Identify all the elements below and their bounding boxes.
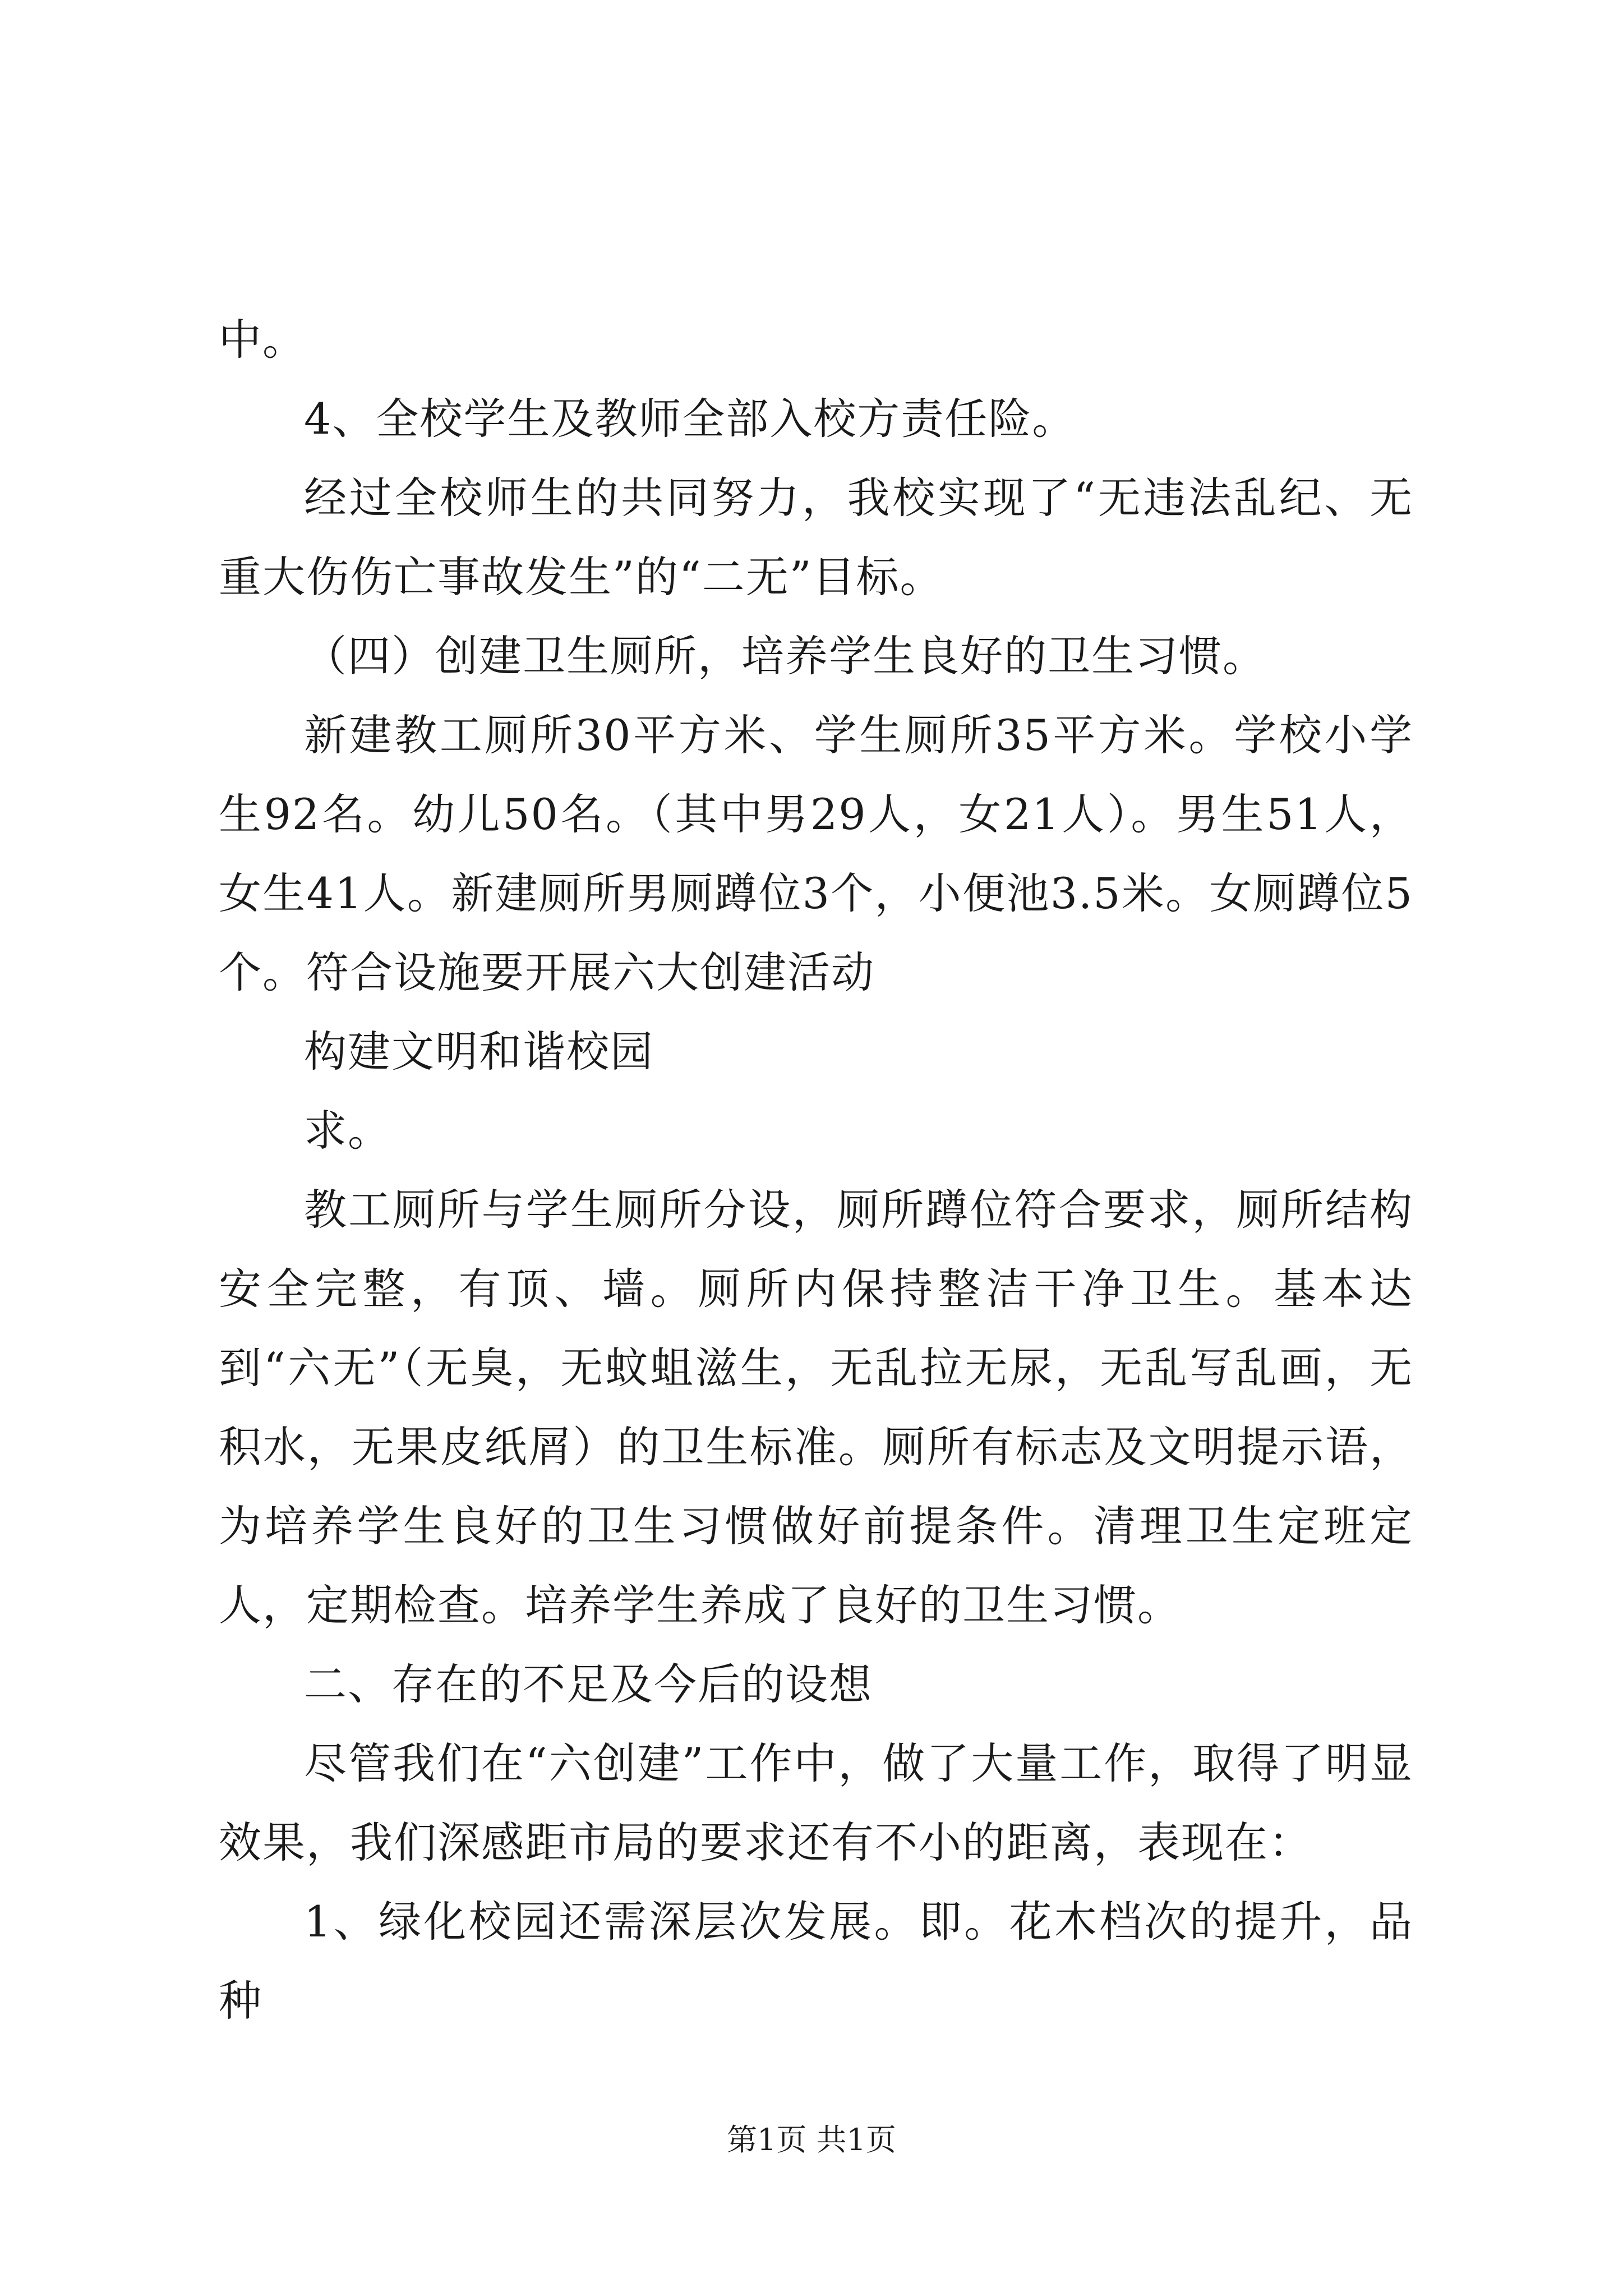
paragraph-1: 中。 bbox=[219, 315, 306, 365]
paragraph-11: 1、绿化校园还需深层次发展。即。花木档次的提升，品种 bbox=[219, 1897, 1413, 2026]
paragraph-8: 教工厕所与学生厕所分设，厕所蹲位符合要求，厕所结构安全完整，有顶、墙。厕所内保持整洁干净卫生。基本达到“六无”（无臭，无蚊蛆滋生，无乱拉无尿，无乱写乱画，无积水，无果皮纸屑）的卫生标准。厕所有标志及文明提示语，为培养学生良好的卫生习惯做好前提条件。清理卫生定班定人，定期检查。培养学生养成了良好的卫生习惯。 bbox=[219, 1185, 1413, 1630]
paragraph-3: 经过全校师生的共同努力，我校实现了“无违法乱纪、无重大伤伤亡事故发生”的“二无”目标。 bbox=[219, 473, 1413, 602]
page-footer: 第1页 共1页 bbox=[727, 2122, 896, 2157]
paragraph-10: 尽管我们在“六创建”工作中，做了大量工作，取得了明显效果，我们深感距市局的要求还有不小的距离，表现在： bbox=[219, 1738, 1413, 1867]
paragraph-2: 4、全校学生及教师全部入校方责任险。 bbox=[304, 394, 1076, 444]
paragraph-5: 新建教工厕所30平方米、学生厕所35平方米。学校小学生92名。幼儿50名。（其中男29人，女21人）。男生51人，女生41人。新建厕所男厕蹲位3个，小便池3.5米。女厕蹲位5个。符合设施要开展六大创建活动 bbox=[219, 710, 1413, 997]
paragraph-7: 求。 bbox=[304, 1106, 391, 1156]
section-heading-4: （四）创建卫生厕所，培养学生良好的卫生习惯。 bbox=[304, 631, 1266, 681]
paragraph-6: 构建文明和谐校园 bbox=[304, 1027, 654, 1076]
document-body bbox=[219, 300, 1413, 2040]
section-heading-2: 二、存在的不足及今后的设想 bbox=[304, 1659, 873, 1709]
